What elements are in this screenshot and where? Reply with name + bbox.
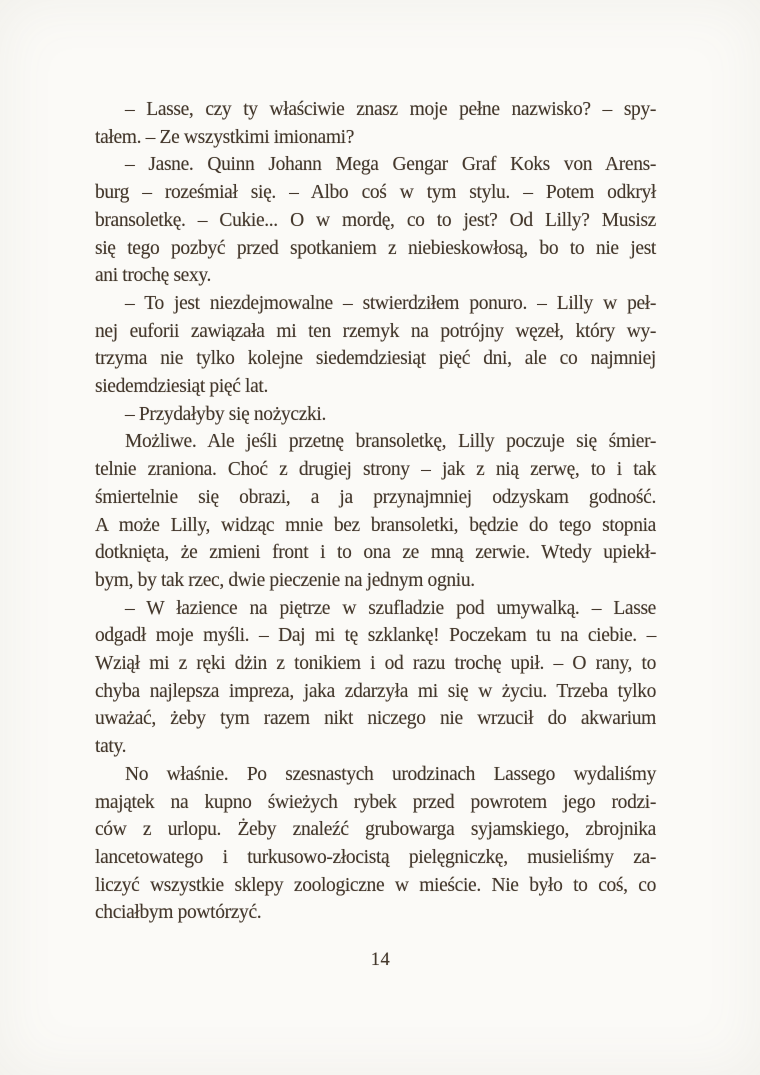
text-line: – Lasse, czy ty właściwie znasz moje pełne nazwisko? – spy- bbox=[125, 99, 656, 120]
text-line: taty. bbox=[95, 736, 127, 758]
text-line: odgadł moje myśli. – Daj mi tę szklankę! Poczekam tu na ciebie. – bbox=[95, 625, 656, 647]
text-line: Wziął mi z ręki dżin z tonikiem i od razu trochę upił. – O rany, to bbox=[95, 653, 656, 675]
text-line: nej euforii zawiązała mi ten rzemyk na potrójny węzeł, który wy- bbox=[95, 320, 656, 342]
text-line: A może Lilly, widząc mnie bez bransoletki, będzie do tego stopnia bbox=[95, 514, 656, 536]
text-line: się tego pozbyć przed spotkaniem z niebieskowłosą, bo to nie jest bbox=[95, 237, 656, 259]
text-line: bym, by tak rzec, dwie pieczenie na jednym ogniu. bbox=[95, 569, 475, 591]
text-line: ani trochę sexy. bbox=[95, 265, 212, 287]
text-line: ców z urlopu. Żeby znaleźć grubowarga syjamskiego, zbrojnika bbox=[95, 819, 656, 841]
text-line: No właśnie. Po szesnastych urodzinach Lassego wydaliśmy bbox=[125, 763, 656, 785]
text-line: dotknięta, że zmieni front i to ona ze mną zerwie. Wtedy upiekł- bbox=[95, 542, 656, 564]
page-text bbox=[95, 96, 656, 927]
text-line: śmiertelnie się obrazi, a ja przynajmniej odzyskam godność. bbox=[95, 486, 656, 508]
text-line: – To jest niezdejmowalne – stwierdziłem ponuro. – Lilly w peł- bbox=[125, 292, 656, 314]
text-line: telnie zraniona. Choć z drugiej strony – jak z nią zerwę, to i tak bbox=[95, 459, 656, 481]
text-line: trzyma nie tylko kolejne siedemdziesiąt pięć dni, ale co najmniej bbox=[95, 348, 656, 370]
text-line: – Przydałyby się nożyczki. bbox=[125, 403, 327, 425]
text-line: uważać, żeby tym razem nikt niczego nie wrzucił do akwarium bbox=[95, 708, 656, 730]
text-line: tałem. – Ze wszystkimi imionami? bbox=[95, 126, 355, 148]
text-line: bransoletkę. – Cukie... O w mordę, co to jest? Od Lilly? Musisz bbox=[95, 209, 656, 231]
text-line: siedemdziesiąt pięć lat. bbox=[95, 376, 268, 398]
text-line: Możliwe. Ale jeśli przetnę bransoletkę, Lilly poczuje się śmier- bbox=[125, 431, 656, 453]
text-line: majątek na kupno świeżych rybek przed powrotem jego rodzi- bbox=[95, 791, 656, 813]
text-line: lancetowatego i turkusowo-złocistą pielęgniczkę, musieliśmy za- bbox=[95, 846, 656, 868]
text-line: burg – roześmiał się. – Albo coś w tym stylu. – Potem odkrył bbox=[95, 182, 656, 204]
text-line: chyba najlepsza impreza, jaka zdarzyła mi się w życiu. Trzeba tylko bbox=[95, 680, 656, 702]
text-line: – W łazience na piętrze w szufladzie pod umywalką. – Lasse bbox=[125, 597, 656, 619]
text-line: – Jasne. Quinn Johann Mega Gengar Graf Koks von Arens- bbox=[125, 154, 656, 176]
text-line: chciałbym powtórzyć. bbox=[95, 902, 262, 924]
page-number: 14 bbox=[370, 950, 391, 970]
text-line: liczyć wszystkie sklepy zoologiczne w mieście. Nie było to coś, co bbox=[95, 874, 656, 896]
